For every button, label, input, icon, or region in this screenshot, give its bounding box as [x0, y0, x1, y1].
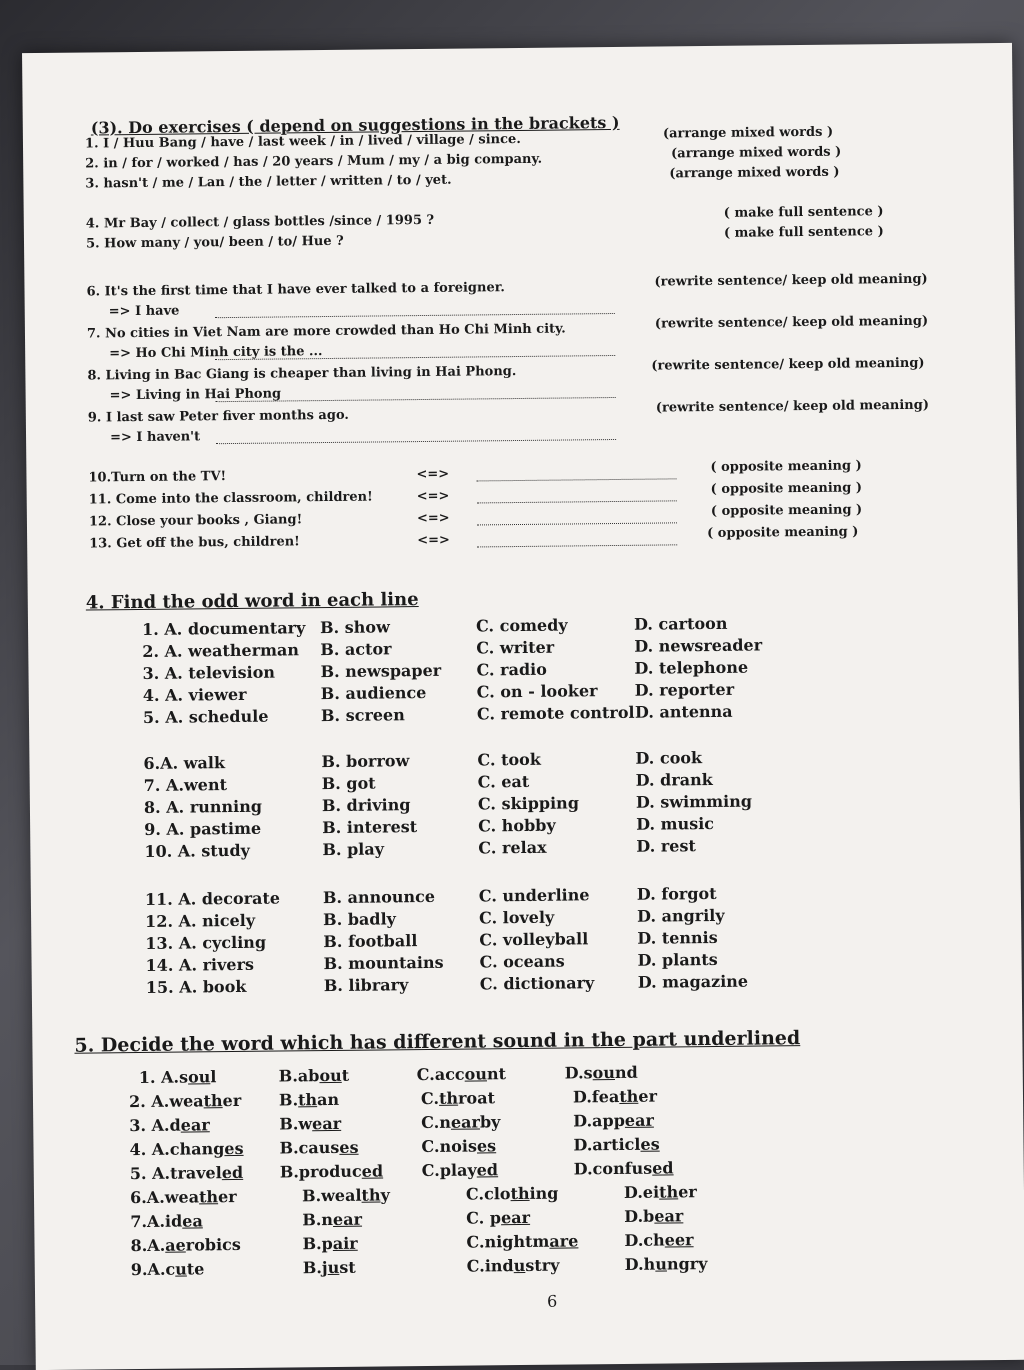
- sound-option: [421, 1136, 496, 1156]
- odd-word-option: D. plants: [637, 950, 717, 970]
- rewrite-prompt: => I have: [109, 304, 180, 320]
- word-part: 5. A.travel: [130, 1163, 222, 1183]
- word-part: ing: [529, 1184, 558, 1203]
- underlined-part: th: [203, 1091, 222, 1110]
- sound-option: [302, 1185, 390, 1205]
- exercise3-hint: (rewrite sentence/ keep old meaning): [656, 398, 929, 416]
- section4-title: 4. Find the odd word in each line: [86, 589, 419, 613]
- answer-line: [216, 385, 616, 402]
- underlined-part: ou: [319, 1066, 342, 1085]
- sound-option: [279, 1138, 358, 1158]
- word-part: D.h: [625, 1255, 656, 1274]
- underlined-part: u: [514, 1256, 526, 1275]
- word-part: B.ab: [279, 1066, 320, 1085]
- worksheet-page: [22, 43, 1024, 1370]
- sound-option: [466, 1231, 578, 1251]
- odd-word-option: D. swimming: [636, 792, 752, 812]
- underlined-part: are: [549, 1231, 578, 1250]
- word-part: C. p: [466, 1208, 501, 1227]
- odd-word-option: D. tennis: [637, 928, 718, 948]
- underlined-part: ear: [451, 1112, 480, 1131]
- word-part: 9.A.c: [131, 1260, 176, 1279]
- sound-option: [417, 1064, 506, 1084]
- word-part: B.w: [279, 1114, 312, 1133]
- equivalence-arrow: <=>: [417, 511, 450, 526]
- odd-word-option: B. audience: [321, 683, 427, 703]
- odd-word-option: 4. A. viewer: [143, 685, 247, 705]
- odd-word-option: D. antenna: [635, 702, 733, 722]
- sound-option: [130, 1235, 241, 1255]
- odd-word-option: B. announce: [323, 887, 435, 907]
- odd-word-option: 10. A. study: [144, 841, 250, 861]
- odd-word-option: C. remote control: [477, 703, 635, 724]
- exercise3-hint: (rewrite sentence/ keep old meaning): [654, 272, 927, 290]
- odd-word-option: B. driving: [322, 795, 411, 815]
- sound-option: [139, 1067, 217, 1087]
- word-part: robics: [186, 1235, 241, 1255]
- odd-word-option: C. volleyball: [479, 929, 588, 949]
- underlined-part: th: [510, 1184, 529, 1203]
- word-part: D.fea: [573, 1087, 620, 1106]
- exercise3-item: 8. Living in Bac Giang is cheaper than living in Hai Phong.: [87, 364, 516, 383]
- underlined-part: ed: [652, 1158, 674, 1177]
- exercise3-item: 10.Turn on the TV!: [88, 469, 226, 485]
- sound-option: [302, 1234, 357, 1254]
- odd-word-option: B. got: [322, 774, 376, 794]
- answer-line: [477, 532, 677, 547]
- underlined-part: ear: [181, 1115, 210, 1134]
- underlined-part: u: [328, 1258, 340, 1277]
- word-part: t: [342, 1066, 350, 1085]
- underlined-part: th: [361, 1185, 380, 1204]
- sound-option: [573, 1111, 654, 1131]
- odd-word-option: 7. A.went: [144, 775, 227, 795]
- odd-word-option: B. screen: [321, 705, 405, 725]
- exercise3-hint: (arrange mixed words ): [669, 165, 839, 182]
- underlined-part: es: [339, 1138, 358, 1157]
- odd-word-option: C. on - looker: [477, 681, 598, 701]
- exercise3-hint: ( opposite meaning ): [707, 524, 858, 541]
- underlined-part: ea: [182, 1211, 203, 1230]
- underlined-part: ed: [477, 1160, 499, 1179]
- odd-word-option: D. magazine: [638, 972, 748, 992]
- sound-option: [280, 1161, 384, 1181]
- odd-word-option: 6.A. walk: [143, 753, 225, 773]
- rewrite-prompt: => Living in Hai Phong: [110, 386, 282, 403]
- equivalence-arrow: <=>: [416, 467, 449, 482]
- sound-option: [302, 1210, 362, 1230]
- odd-word-option: C. underline: [479, 885, 590, 905]
- underlined-part: es: [477, 1136, 496, 1155]
- answer-line: [215, 343, 615, 360]
- exercise3-hint: ( opposite meaning ): [711, 502, 862, 519]
- equivalence-arrow: <=>: [417, 533, 450, 548]
- exercise3-hint: ( opposite meaning ): [711, 480, 862, 497]
- word-part: B.weal: [302, 1186, 362, 1206]
- sound-option: [129, 1115, 210, 1135]
- word-part: 2. A.wea: [129, 1091, 204, 1111]
- odd-word-option: B. mountains: [323, 953, 443, 973]
- odd-word-option: C. lovely: [479, 908, 554, 928]
- exercise3-item: 9. I last saw Peter fiver months ago.: [88, 408, 349, 426]
- word-part: y: [380, 1185, 389, 1204]
- odd-word-option: 13. A. cycling: [145, 933, 266, 953]
- sound-option: [130, 1211, 203, 1231]
- exercise3-item: 12. Close your books , Giang!: [89, 512, 302, 529]
- underlined-part: es: [640, 1135, 659, 1154]
- sound-option: [573, 1135, 659, 1155]
- odd-word-option: D. telephone: [634, 658, 748, 678]
- word-part: roat: [458, 1088, 495, 1107]
- word-part: er: [638, 1087, 657, 1106]
- exercise3-item: 7. No cities in Viet Nam are more crowded than Ho Chi Minh city.: [87, 322, 566, 342]
- word-part: C.ind: [467, 1256, 514, 1275]
- odd-word-option: B. actor: [320, 639, 391, 659]
- exercise3-hint: (rewrite sentence/ keep old meaning): [655, 314, 928, 332]
- underlined-part: th: [199, 1187, 218, 1206]
- page-number: 6: [547, 1292, 557, 1311]
- exercise3-item: 11. Come into the classroom, children!: [89, 490, 373, 508]
- sound-option: [131, 1259, 205, 1279]
- odd-word-option: B. play: [322, 839, 384, 859]
- odd-word-option: B. borrow: [321, 751, 409, 771]
- odd-word-option: C. oceans: [479, 952, 564, 972]
- word-part: an: [317, 1090, 339, 1109]
- sound-option: [422, 1160, 499, 1180]
- word-part: ngry: [667, 1254, 708, 1273]
- sound-option: [625, 1254, 708, 1274]
- odd-word-option: B. interest: [322, 817, 417, 837]
- sound-option: [574, 1158, 674, 1178]
- sound-option: [466, 1184, 559, 1204]
- word-part: D.ch: [624, 1231, 664, 1250]
- odd-word-option: B. football: [323, 931, 417, 951]
- sound-option: [565, 1063, 638, 1083]
- word-part: C.nightm: [466, 1232, 549, 1252]
- exercise3-hint: ( opposite meaning ): [710, 458, 861, 475]
- sound-option: [421, 1112, 500, 1132]
- exercise3-item: 3. hasn't / me / Lan / the / letter / written / to / yet.: [85, 173, 451, 192]
- word-part: B.caus: [279, 1138, 339, 1158]
- underlined-part: ear: [625, 1111, 654, 1130]
- word-part: 1. A.s: [139, 1068, 188, 1088]
- odd-word-option: 15. A. book: [146, 977, 247, 997]
- underlined-part: ed: [362, 1161, 384, 1180]
- word-part: 4. A.chang: [129, 1139, 224, 1159]
- underlined-part: th: [659, 1182, 678, 1201]
- underlined-part: ear: [654, 1206, 683, 1225]
- odd-word-option: 5. A. schedule: [143, 707, 269, 727]
- odd-word-option: D. angrily: [637, 906, 725, 926]
- word-part: 3. A.d: [129, 1116, 181, 1136]
- word-part: te: [187, 1259, 205, 1278]
- underlined-part: ou: [593, 1063, 616, 1082]
- word-part: D.app: [573, 1111, 625, 1131]
- odd-word-option: C. writer: [476, 638, 554, 658]
- section5-title: 5. Decide the word which has different sound in the part underlined: [74, 1027, 800, 1057]
- answer-line: [216, 427, 616, 444]
- odd-word-option: 8. A. running: [144, 797, 262, 817]
- sound-option: [279, 1114, 341, 1134]
- odd-word-option: C. took: [477, 750, 541, 770]
- underlined-part: th: [298, 1090, 317, 1109]
- exercise3-item: 1. I / Huu Bang / have / last week / in / lived / village / since.: [85, 132, 521, 152]
- odd-word-option: D. rest: [636, 836, 696, 856]
- odd-word-option: 11. A. decorate: [145, 889, 280, 909]
- word-part: D.confus: [574, 1159, 653, 1179]
- word-part: l: [210, 1067, 216, 1086]
- sound-option: [279, 1066, 350, 1086]
- odd-word-option: 3. A. television: [142, 663, 275, 683]
- word-part: er: [678, 1182, 697, 1201]
- sound-option: [466, 1208, 530, 1228]
- underlined-part: u: [175, 1260, 187, 1279]
- sound-option: [467, 1256, 560, 1276]
- underlined-part: air: [333, 1234, 358, 1253]
- underlined-part: ae: [165, 1236, 186, 1255]
- word-part: 8.A.: [130, 1236, 165, 1255]
- word-part: by: [480, 1112, 501, 1131]
- odd-word-option: C. relax: [478, 838, 546, 858]
- odd-word-option: B. show: [320, 617, 390, 637]
- odd-word-option: C. dictionary: [480, 973, 595, 993]
- odd-word-option: 1. A. documentary: [142, 618, 305, 639]
- odd-word-option: B. newspaper: [320, 661, 441, 681]
- odd-word-option: B. library: [324, 975, 409, 995]
- word-part: C.: [421, 1089, 439, 1108]
- answer-line: [215, 301, 615, 318]
- odd-word-option: D. reporter: [635, 680, 735, 700]
- underlined-part: ear: [312, 1114, 341, 1133]
- word-part: C.play: [422, 1160, 477, 1180]
- sound-option: [573, 1087, 657, 1107]
- odd-word-option: B. badly: [323, 909, 396, 929]
- sound-option: [303, 1258, 356, 1278]
- underlined-part: u: [655, 1254, 667, 1273]
- exercise3-item: 5. How many / you/ been / to/ Hue ?: [86, 234, 344, 252]
- underlined-part: eer: [665, 1230, 694, 1249]
- underlined-part: th: [439, 1089, 458, 1108]
- underlined-part: ou: [465, 1064, 488, 1083]
- exercise3-hint: (arrange mixed words ): [671, 145, 841, 162]
- word-part: C.n: [421, 1113, 451, 1132]
- word-part: 7.A.id: [130, 1212, 182, 1232]
- underlined-part: ou: [188, 1067, 211, 1086]
- odd-word-option: D. cartoon: [634, 614, 728, 634]
- odd-word-option: 2. A. weatherman: [142, 640, 299, 661]
- sound-option: [624, 1182, 697, 1202]
- odd-word-option: D. newsreader: [634, 635, 762, 655]
- sound-option: [129, 1139, 243, 1159]
- exercise3-hint: ( make full sentence ): [724, 204, 884, 221]
- underlined-part: ear: [333, 1210, 362, 1229]
- word-part: st: [339, 1258, 356, 1277]
- equivalence-arrow: <=>: [417, 489, 450, 504]
- exercise3-item: 13. Get off the bus, children!: [89, 534, 300, 551]
- word-part: 6.A.wea: [130, 1187, 199, 1207]
- word-part: B.: [279, 1090, 298, 1109]
- word-part: stry: [525, 1256, 559, 1275]
- sound-option: [279, 1090, 339, 1110]
- odd-word-option: D. forgot: [637, 884, 717, 904]
- answer-line: [477, 510, 677, 525]
- odd-word-option: C. hobby: [478, 816, 556, 836]
- sound-option: [129, 1091, 241, 1111]
- underlined-part: ed: [222, 1163, 244, 1182]
- word-part: B.n: [302, 1210, 333, 1229]
- odd-word-option: C. radio: [476, 660, 547, 680]
- odd-word-option: 9. A. pastime: [144, 819, 261, 839]
- word-part: B.produc: [280, 1162, 362, 1182]
- answer-line: [477, 488, 677, 503]
- word-part: D.b: [624, 1207, 654, 1226]
- odd-word-option: C. skipping: [478, 793, 579, 813]
- odd-word-option: C. eat: [478, 772, 530, 792]
- word-part: C.nois: [421, 1136, 477, 1156]
- underlined-part: ear: [501, 1208, 530, 1227]
- sound-option: [624, 1230, 693, 1250]
- exercise3-item: 4. Mr Bay / collect / glass bottles /since / 1995 ?: [86, 213, 434, 232]
- sound-option: [421, 1088, 495, 1108]
- odd-word-option: D. music: [636, 814, 714, 834]
- word-part: nt: [487, 1064, 506, 1083]
- word-part: C.acc: [417, 1065, 465, 1085]
- odd-word-option: 12. A. nicely: [145, 911, 255, 931]
- underlined-part: th: [619, 1087, 638, 1106]
- word-part: D.articl: [573, 1135, 640, 1155]
- word-part: C.clo: [466, 1184, 511, 1203]
- word-part: er: [223, 1091, 242, 1110]
- exercise3-hint: (arrange mixed words ): [663, 125, 833, 142]
- word-part: nd: [615, 1063, 638, 1082]
- section3-title: (3). Do exercises ( depend on suggestions in the brackets ): [91, 113, 620, 138]
- exercise3-item: 6. It's the first time that I have ever talked to a foreigner.: [86, 280, 504, 299]
- odd-word-option: 14. A. rivers: [145, 955, 254, 975]
- exercise3-hint: ( make full sentence ): [724, 224, 884, 241]
- underlined-part: es: [224, 1139, 243, 1158]
- sound-option: [130, 1187, 237, 1207]
- odd-word-option: D. cook: [635, 748, 702, 768]
- odd-word-option: D. drank: [636, 770, 713, 790]
- rewrite-prompt: => Ho Chi Minh city is the ...: [109, 344, 323, 361]
- sound-option: [624, 1206, 683, 1226]
- answer-line: [476, 466, 676, 481]
- word-part: B.j: [303, 1258, 328, 1277]
- odd-word-option: C. comedy: [476, 616, 568, 636]
- exercise3-hint: (rewrite sentence/ keep old meaning): [651, 356, 924, 374]
- sound-option: [130, 1163, 244, 1183]
- rewrite-prompt: => I haven't: [110, 429, 200, 445]
- word-part: D.s: [565, 1063, 593, 1082]
- word-part: D.ei: [624, 1183, 659, 1202]
- word-part: er: [218, 1187, 237, 1206]
- exercise3-item: 2. in / for / worked / has / 20 years / Mum / my / a big company.: [85, 152, 542, 172]
- word-part: B.p: [302, 1234, 332, 1253]
